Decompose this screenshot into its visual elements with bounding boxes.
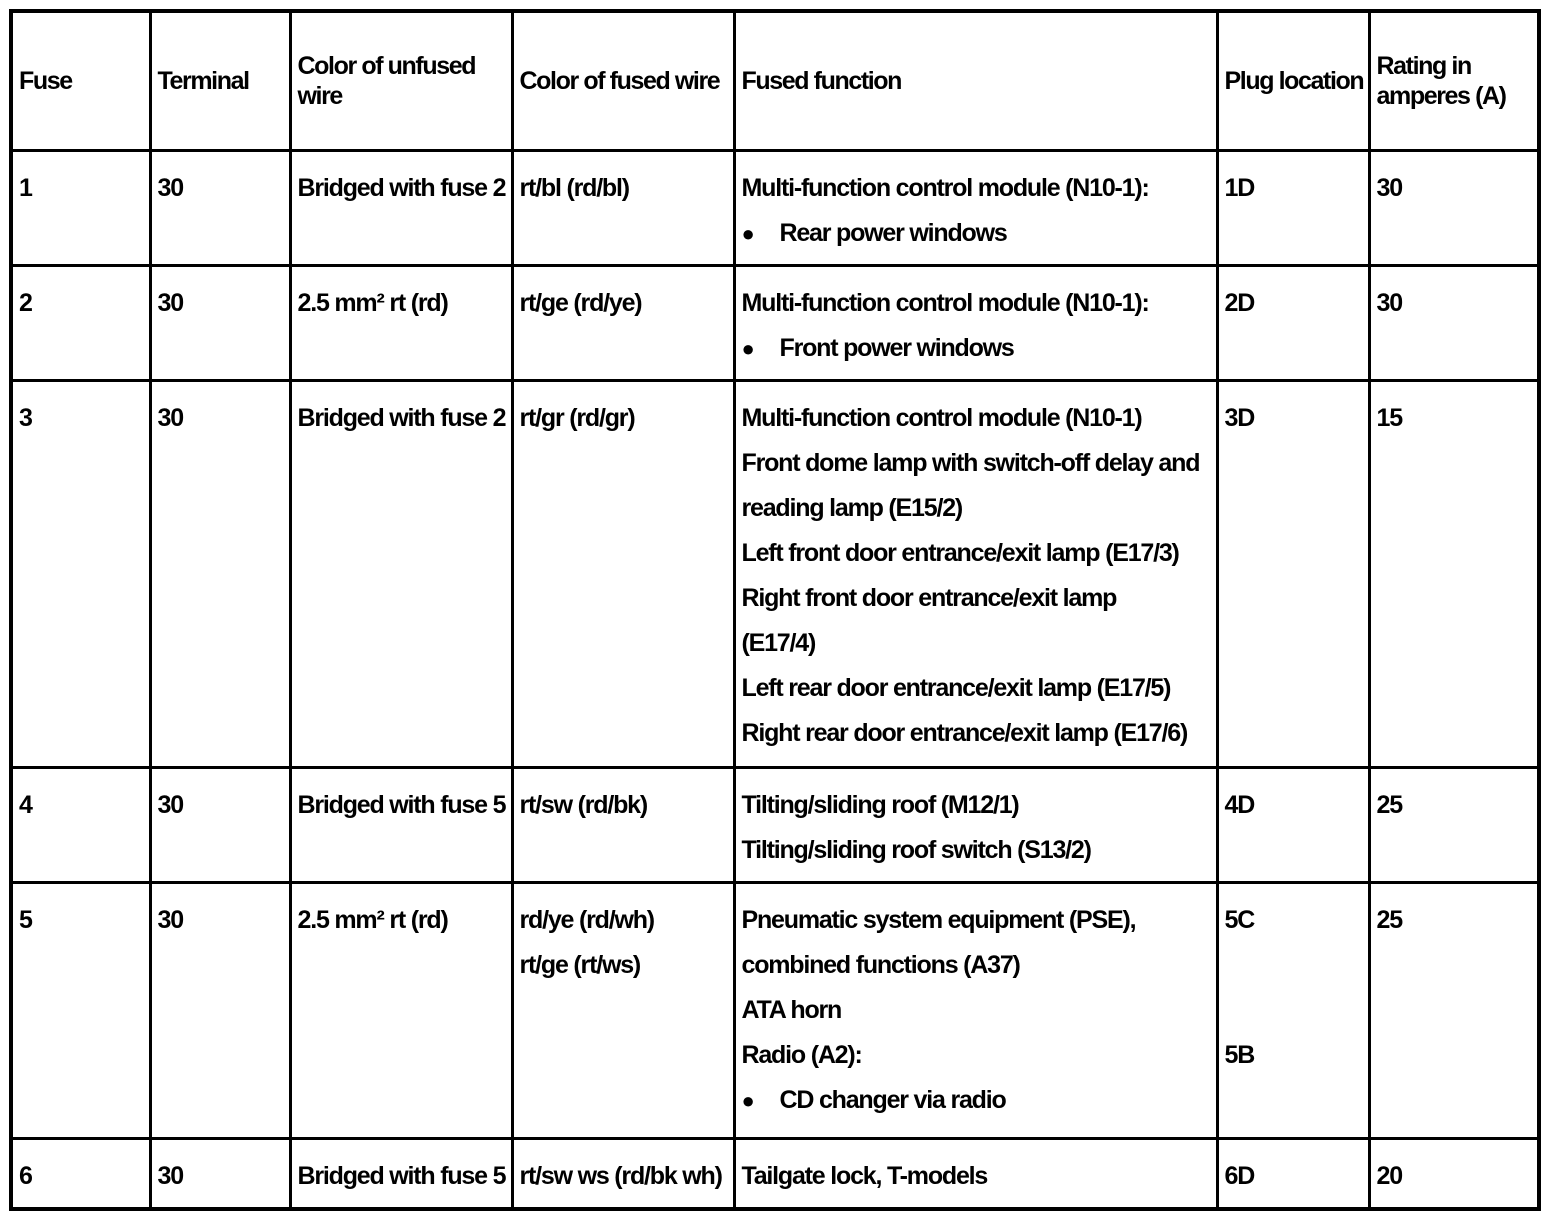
header-rating: Rating in amperes (A) — [1369, 11, 1539, 150]
header-terminal: Terminal — [150, 11, 290, 150]
terminal-cell: 30 — [150, 380, 290, 767]
function-line: Right front door entrance/exit lamp — [741, 583, 1117, 612]
fused-function-cell — [734, 380, 1217, 767]
fuse-number-cell: 6 — [11, 1138, 150, 1209]
header-fuse: Fuse — [11, 11, 150, 150]
function-line: Multi-function control module (N10-1) — [741, 403, 1142, 432]
rating-cell: 25 — [1369, 882, 1539, 1138]
terminal-cell: 30 — [150, 1138, 290, 1209]
plug-location-text: 4D — [1224, 790, 1255, 819]
function-line: (E17/4) — [741, 628, 816, 657]
bullet-text: Rear power windows — [779, 218, 1007, 247]
unfused-wire-cell — [290, 767, 512, 882]
function-line: Left front door entrance/exit lamp (E17/3) — [741, 538, 1179, 567]
bullet-text: Front power windows — [779, 333, 1014, 362]
plug-location-cell — [1217, 265, 1369, 380]
plug-location-text: 3D — [1224, 403, 1255, 432]
unfused-wire-text: Bridged with fuse 5 — [297, 790, 506, 819]
plug-location-text: 5B — [1224, 1040, 1255, 1069]
table-row — [11, 380, 1539, 767]
plug-location-cell — [1217, 150, 1369, 265]
table-row — [11, 882, 1539, 1138]
unfused-wire-cell — [290, 1138, 512, 1209]
unfused-wire-cell — [290, 150, 512, 265]
fuse-number-cell: 3 — [11, 380, 150, 767]
header-plug-location: Plug location — [1217, 11, 1369, 150]
terminal-cell: 30 — [150, 150, 290, 265]
fused-wire-text: rt/bl (rd/bl) — [519, 173, 629, 202]
fuse-number-cell: 5 — [11, 882, 150, 1138]
unfused-wire-cell — [290, 265, 512, 380]
bullet-text: CD changer via radio — [779, 1085, 1006, 1114]
fused-wire-text: rt/sw ws (rd/bk wh) — [519, 1161, 722, 1190]
bullet-icon: ● — [741, 335, 754, 361]
bullet-icon: ● — [741, 1087, 754, 1113]
function-line: Radio (A2): — [741, 1040, 862, 1069]
fused-function-cell — [734, 767, 1217, 882]
unfused-wire-text: 2.5 mm² rt (rd) — [297, 288, 448, 317]
plug-location-cell — [1217, 767, 1369, 882]
fused-wire-cell — [512, 1138, 734, 1209]
terminal-cell: 30 — [150, 882, 290, 1138]
table-body — [11, 150, 1539, 1209]
fuse-number-cell: 4 — [11, 767, 150, 882]
table-row — [11, 150, 1539, 265]
fused-wire-text: rd/ye (rd/wh) — [519, 905, 654, 934]
function-line: reading lamp (E15/2) — [741, 493, 963, 522]
plug-location-text: 1D — [1224, 173, 1255, 202]
rating-cell: 30 — [1369, 265, 1539, 380]
table-row — [11, 1138, 1539, 1209]
fused-function-cell — [734, 265, 1217, 380]
fused-wire-text: rt/sw (rd/bk) — [519, 790, 647, 819]
fused-wire-text: rt/ge (rt/ws) — [519, 950, 641, 979]
plug-location-cell — [1217, 882, 1369, 1138]
fused-function-cell — [734, 1138, 1217, 1209]
rating-cell: 15 — [1369, 380, 1539, 767]
fused-function-cell — [734, 882, 1217, 1138]
header-fused-function: Fused function — [734, 11, 1217, 150]
fused-wire-text: rt/ge (rd/ye) — [519, 288, 642, 317]
table-row — [11, 265, 1539, 380]
function-line: Pneumatic system equipment (PSE), — [741, 905, 1136, 934]
plug-location-cell — [1217, 1138, 1369, 1209]
plug-location-text: 5C — [1224, 905, 1255, 934]
fused-function-cell — [734, 150, 1217, 265]
fused-wire-cell — [512, 265, 734, 380]
rating-cell: 20 — [1369, 1138, 1539, 1209]
function-line: combined functions (A37) — [741, 950, 1020, 979]
plug-location-cell — [1217, 380, 1369, 767]
function-line: Multi-function control module (N10-1): — [741, 173, 1149, 202]
function-line: Left rear door entrance/exit lamp (E17/5) — [741, 673, 1171, 702]
fused-wire-cell — [512, 882, 734, 1138]
table-row — [11, 767, 1539, 882]
unfused-wire-text: Bridged with fuse 2 — [297, 173, 506, 202]
fused-wire-cell — [512, 380, 734, 767]
unfused-wire-cell — [290, 882, 512, 1138]
unfused-wire-cell — [290, 380, 512, 767]
fuse-number-cell: 2 — [11, 265, 150, 380]
plug-location-text: 6D — [1224, 1161, 1255, 1190]
bullet-icon: ● — [741, 220, 754, 246]
fused-wire-text: rt/gr (rd/gr) — [519, 403, 635, 432]
rating-cell: 30 — [1369, 150, 1539, 265]
rating-cell: 25 — [1369, 767, 1539, 882]
function-bullet-item — [742, 326, 1212, 371]
function-bullet-item — [742, 1078, 1212, 1123]
function-line: Tilting/sliding roof switch (S13/2) — [741, 835, 1091, 864]
terminal-cell: 30 — [150, 767, 290, 882]
unfused-wire-text: Bridged with fuse 5 — [297, 1161, 506, 1190]
plug-location-text: 2D — [1224, 288, 1255, 317]
fused-wire-cell — [512, 767, 734, 882]
function-line: Tailgate lock, T-models — [741, 1161, 988, 1190]
header-row — [11, 11, 1539, 150]
function-line: Tilting/sliding roof (M12/1) — [741, 790, 1019, 819]
header-fused-wire: Color of fused wire — [512, 11, 734, 150]
header-unfused-wire: Color of unfused wire — [290, 11, 512, 150]
function-line: Front dome lamp with switch-off delay and — [741, 448, 1200, 477]
function-line: Right rear door entrance/exit lamp (E17/6) — [741, 718, 1188, 747]
fuse-number-cell: 1 — [11, 150, 150, 265]
unfused-wire-text: Bridged with fuse 2 — [297, 403, 506, 432]
function-line: Multi-function control module (N10-1): — [741, 288, 1149, 317]
fused-wire-cell — [512, 150, 734, 265]
unfused-wire-text: 2.5 mm² rt (rd) — [297, 905, 448, 934]
fuse-assignment-table — [9, 9, 1541, 1211]
terminal-cell: 30 — [150, 265, 290, 380]
function-line: ATA horn — [741, 995, 842, 1024]
function-bullet-item — [742, 211, 1212, 256]
